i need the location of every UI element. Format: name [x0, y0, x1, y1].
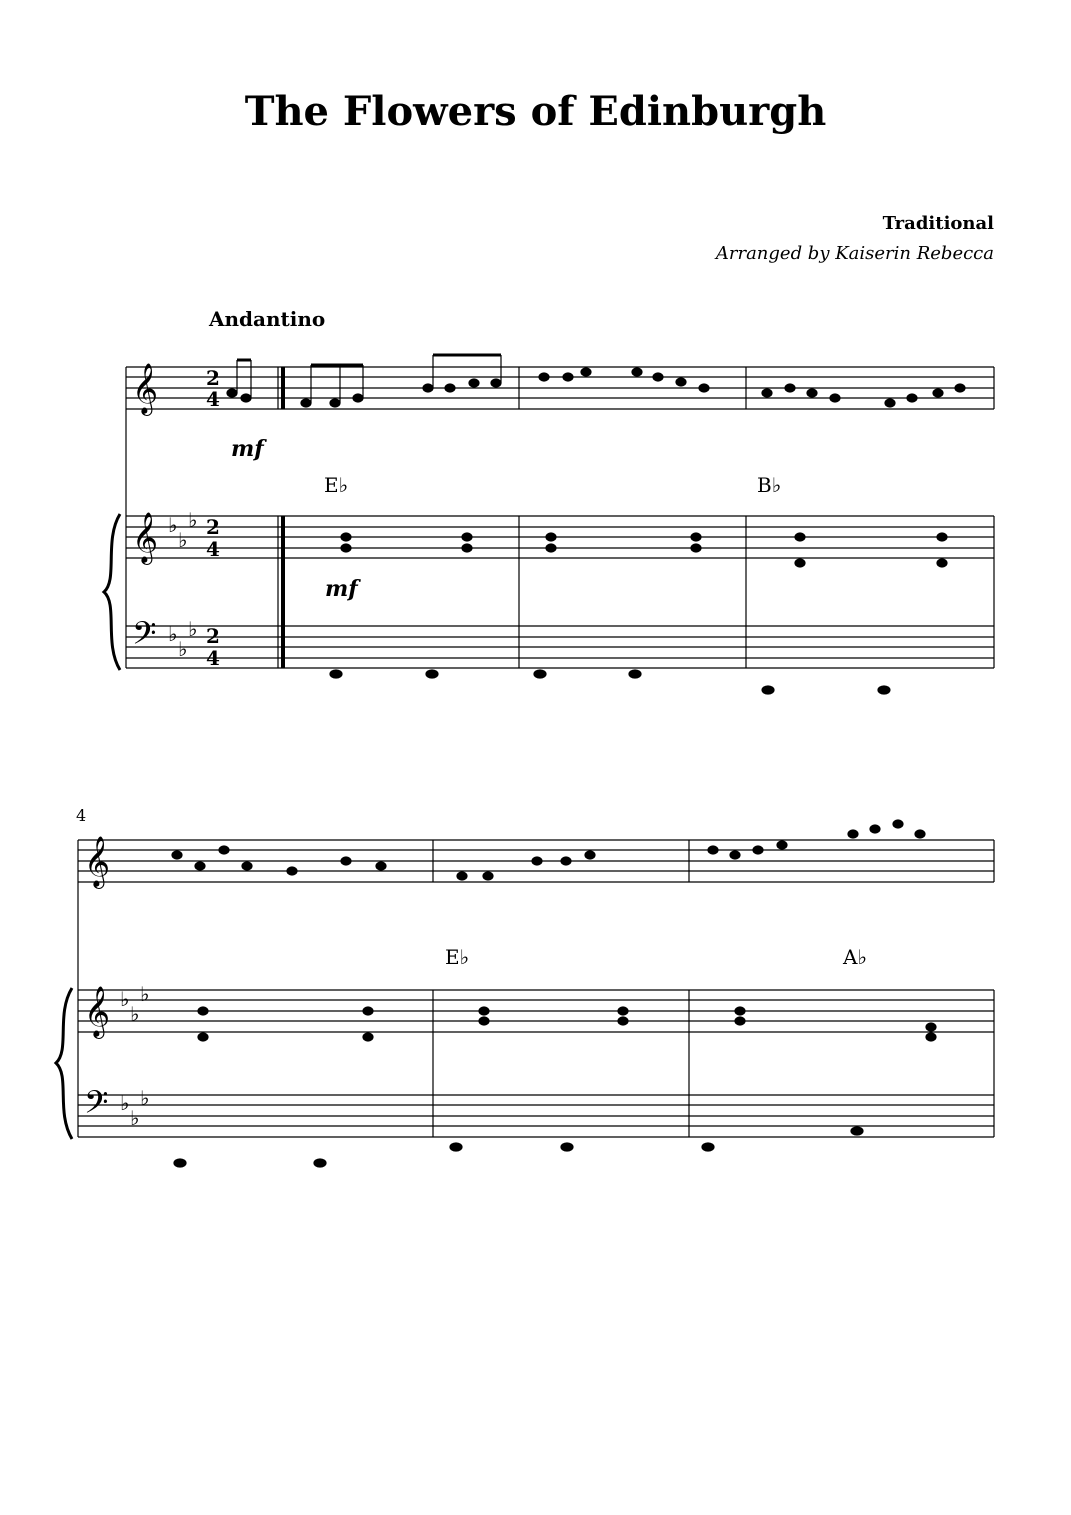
flat-icon: ♭: [168, 513, 178, 537]
time-sig-bottom: 4: [206, 646, 220, 670]
piano-bass-staff-lines: [126, 626, 994, 668]
melody-notes: [172, 355, 965, 880]
flat-icon: ♭: [178, 637, 188, 661]
piano-brace-2: [56, 988, 72, 1139]
bass-clef-icon: 𝄢: [132, 615, 157, 659]
flat-icon: ♭: [120, 987, 130, 1011]
treble-clef-icon: 𝄞: [84, 836, 111, 887]
flat-icon: ♭: [168, 622, 178, 646]
treble-clef-icon: 𝄞: [84, 986, 111, 1037]
time-sig-top: 2: [206, 366, 220, 390]
flat-icon: ♭: [140, 1086, 150, 1110]
time-sig-top: 2: [206, 515, 220, 539]
flat-icon: ♭: [130, 1002, 140, 1026]
time-sig-bottom: 4: [206, 387, 220, 411]
treble-clef-icon: 𝄞: [132, 363, 159, 414]
chord-symbol: B♭: [757, 473, 782, 497]
measure-number: 4: [76, 806, 87, 825]
flat-icon: ♭: [130, 1106, 140, 1130]
bass-clef-icon: 𝄢: [84, 1084, 109, 1128]
tempo-marking: Andantino: [209, 307, 326, 331]
flat-icon: ♭: [188, 617, 198, 641]
piece-title: The Flowers of Edinburgh: [244, 88, 827, 135]
piano-treble-staff-lines: [126, 516, 994, 558]
treble-clef-icon: 𝄞: [132, 512, 159, 563]
arranger-credit: Arranged by Kaiserin Rebecca: [715, 243, 994, 264]
time-sig-top: 2: [206, 624, 220, 648]
melody-staff-lines: [126, 367, 994, 409]
flat-icon: ♭: [188, 508, 198, 532]
dynamic-marking: mf: [325, 576, 358, 602]
flat-icon: ♭: [178, 528, 188, 552]
system-2: [56, 840, 994, 1139]
piano-treble-staff-lines-2: [78, 990, 994, 1032]
chord-symbol: E♭: [445, 945, 470, 969]
dynamic-marking: mf: [231, 436, 264, 462]
chord-symbol: E♭: [324, 473, 349, 497]
flat-icon: ♭: [120, 1091, 130, 1115]
time-sig-bottom: 4: [206, 537, 220, 561]
flat-icon: ♭: [140, 982, 150, 1006]
chord-symbol: A♭: [843, 945, 867, 969]
piano-brace: [104, 514, 120, 670]
composer-credit: Traditional: [882, 213, 994, 234]
system-1: [104, 367, 994, 670]
